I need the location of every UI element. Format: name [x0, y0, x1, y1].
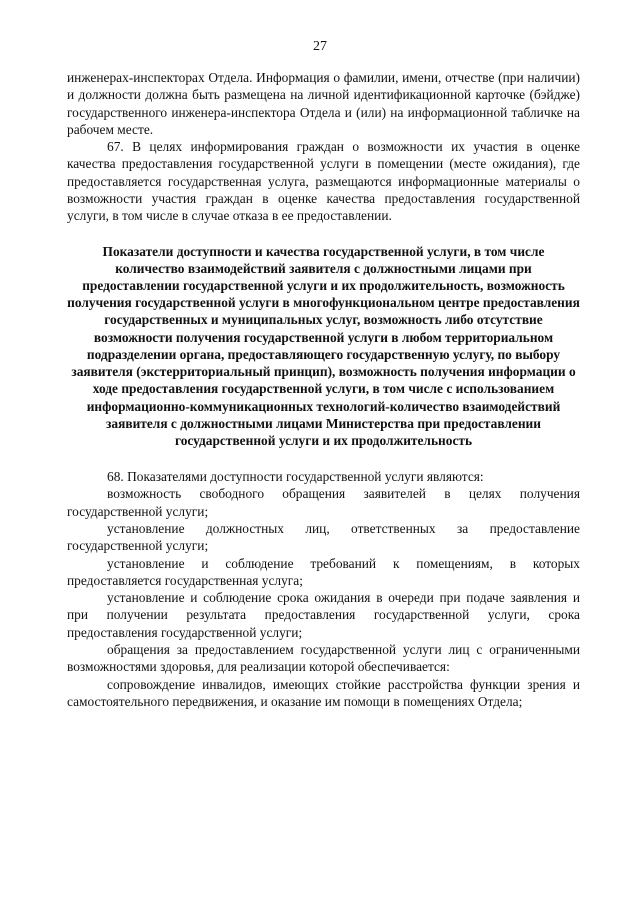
heading-spacer — [67, 449, 580, 468]
list-item: установление и соблюдение требований к помещениям, в которых предоставляется государственная услуга; — [67, 555, 580, 588]
continuation-paragraph: инженерах-инспекторах Отдела. Информация о фамилии, имени, отчестве (при наличии) и должности должна быть размещена на личной идентификационной карточке (бэйдже) государственного инженера-инспектора Отдела и (или) на информационной табличке на рабочем месте. — [67, 70, 580, 137]
list-item: возможность свободного обращения заявителей в целях получения государственной услуги; — [67, 486, 580, 519]
section-heading: Показатели доступности и качества государственной услуги, в том числе количество взаимодействий заявителя с должностными лицами при предоставлении государственной услуги и их продолжительность, возможность получения государственной услуги в многофункциональном центре предоставления государственных и муниципальных услуг, возможность либо отсутствие возможности получения государственной услуги в любом территориальном подразделении органа, предоставляющего государственную услугу, по выбору заявителя (экстерриториальный принцип), возможность получения информации о ходе предоставления государственной услуги, в том числе с использованием информационно-коммуникационных технологий-количество взаимодействий заявителя с должностными лицами Министерства при предоставлении государственной услуги и их продолжительность — [67, 243, 580, 448]
list-item: сопровождение инвалидов, имеющих стойкие расстройства функции зрения и самостоятельного передвижения, и оказание им помощи в помещениях Отдела; — [67, 676, 580, 709]
page-number: 27 — [313, 39, 327, 54]
list-item: установление должностных лиц, ответственных за предоставление государственной услуги; — [67, 521, 580, 554]
list-item: обращения за предоставлением государственной услуги лиц с ограниченными возможностями здоровья, для реализации которой обеспечивается: — [67, 642, 580, 675]
document-body — [67, 69, 580, 710]
paragraph-67: 67. В целях информирования граждан о возможности их участия в оценке качества предоставления государственной услуги в помещении (месте ожидания), где предоставляется государственная услуга, размещаются информационные материалы о возможности участия граждан в оценке качества предоставления государственной услуги, в том числе в случае отказа в ее предоставлении. — [67, 139, 580, 224]
list-item: установление и соблюдение срока ожидания в очереди при подаче заявления и при получении результата предоставления государственной услуги, срока предоставления государственной услуги; — [67, 590, 580, 640]
paragraph-68-intro: 68. Показателями доступности государственной услуги являются: — [107, 469, 484, 485]
